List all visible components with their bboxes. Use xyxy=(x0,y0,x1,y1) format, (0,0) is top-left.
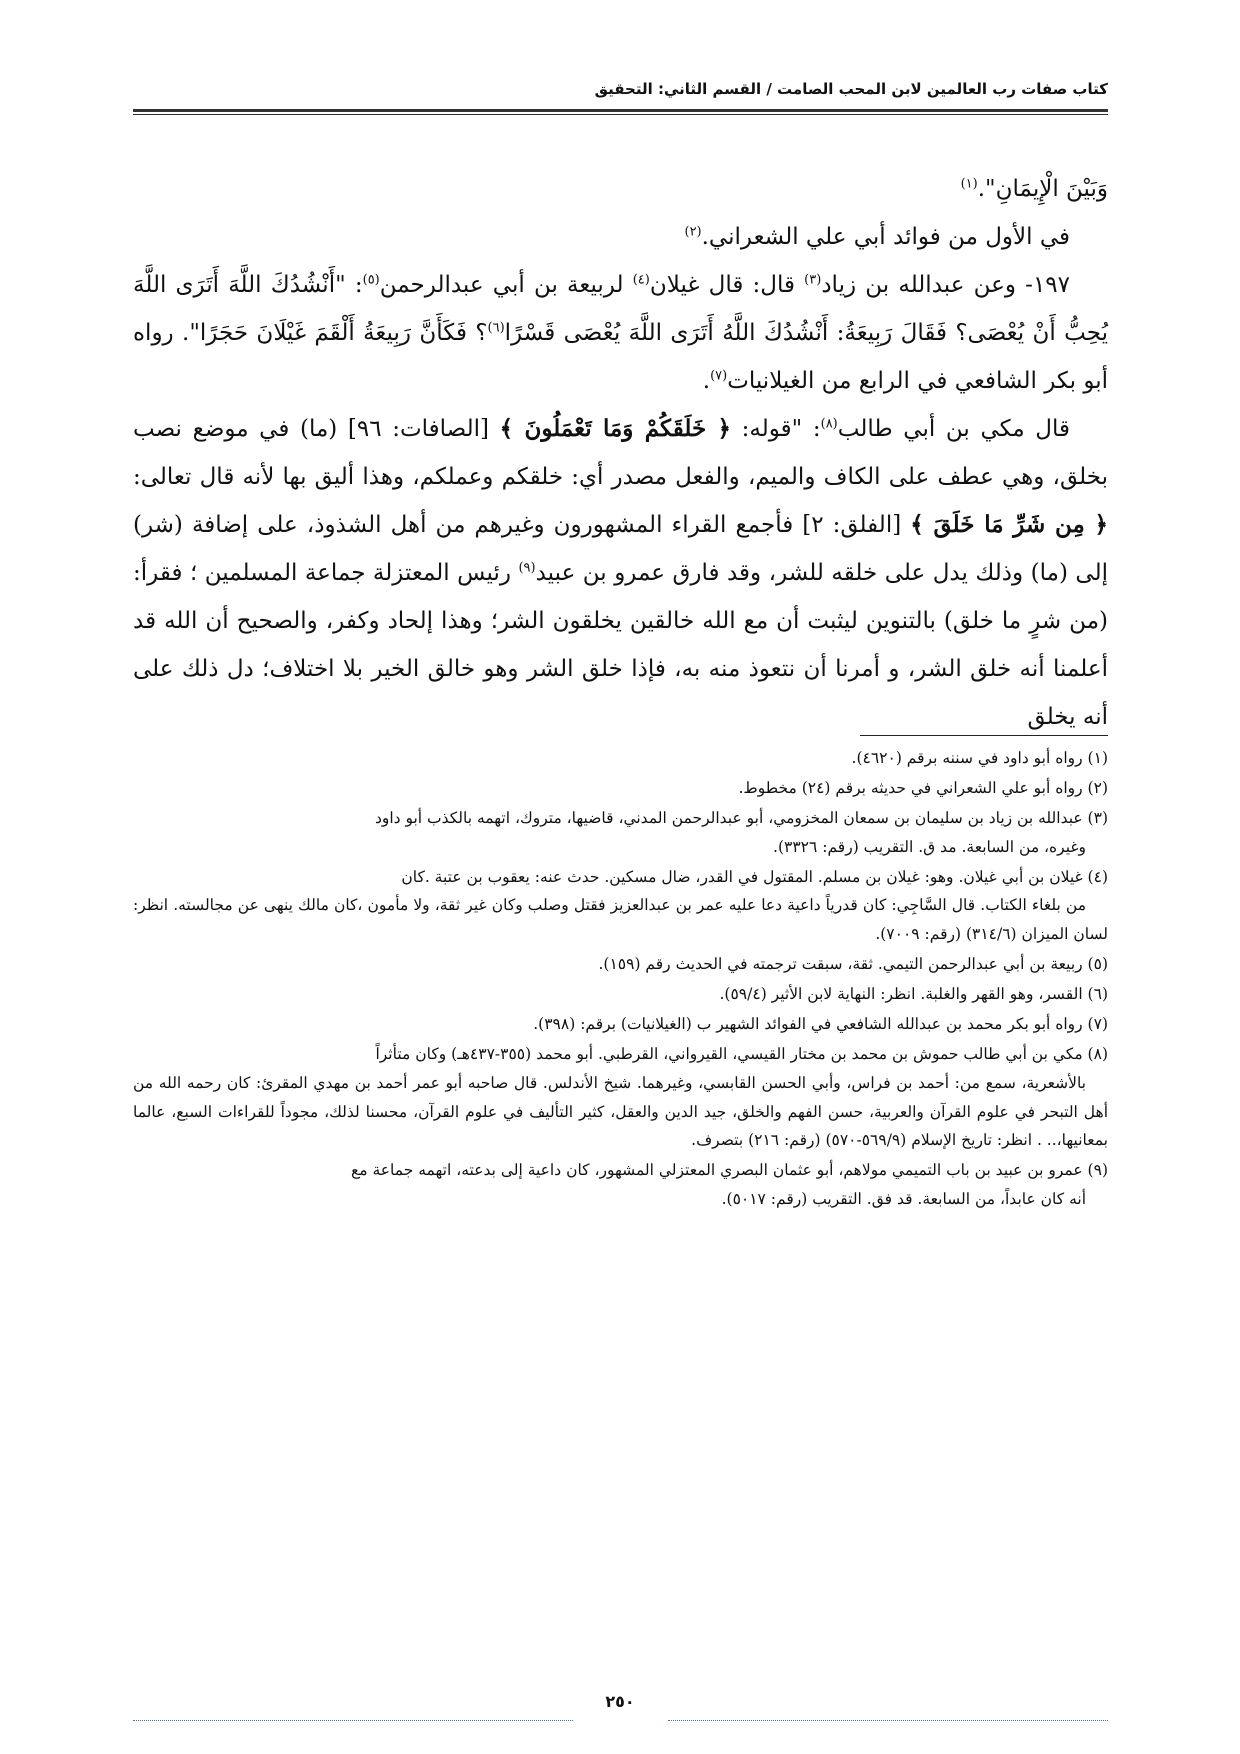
footer-rule-left xyxy=(133,1720,573,1721)
footnotes xyxy=(133,744,1108,1215)
footnote-ref[interactable]: (٢) xyxy=(684,224,702,240)
footnote-3: (٣) عبدالله بن زياد بن سليمان بن سمعان المخزومي، أبو عبدالرحمن المدني، قاضيها، متروك، اتهمه بالكذب أبو داود وغيره، من السابعة. مد ق. التقريب (رقم: ٣٣٢٦). xyxy=(374,809,1108,856)
footnote-ref[interactable]: (١) xyxy=(960,176,978,192)
running-header: كتاب صفات رب العالمين لابن المحب الصامت / القسم الثاني: التحقيق xyxy=(594,80,1108,98)
paragraph-197: ١٩٧- وعن عبدالله بن زياد$^{(٣)}$ قال: قال غيلان$^{(٤)}$ لربيعة بن أبي عبدالرحمن$^{(٥)}$: "أَنْشُدُكَ اللَّهَ أَتَرَى اللَّهَ يُحِبُّ أَنْ يُعْصَى؟ فَقَالَ رَبِيعَةُ: أَنْشُدُكَ اللَّهُ أَتَرَى اللَّهَ يُعْصَى قَسْرًا$^{(٦)}$؟ فَكَأَنَّ رَبِيعَةُ أَلْقَمَ غَيْلَانَ حَجَرًا". رواه أبو بكر الشافعي في الرابع من الغيلانيات$^{(٧)}$. xyxy=(133,272,1109,394)
paragraph-makki: قال مكي بن أبي طالب$^{(٨)}$: "قوله: ﴿ خَلَقَكُمْ وَمَا تَعْمَلُونَ ﴾ [الصافات: ٩٦] (ما) في موضع نصب بخلق، وهي عطف على الكاف والميم، والفعل مصدر أي: خلقكم وعملكم، وهذا أليق بها لأنه قال تعالى: ﴿ مِن شَرِّ مَا خَلَقَ ﴾ [الفلق: ٢] فأجمع القراء المشهورون وغيرهم من أهل الشذوذ، على إضافة (شر) إلى (ما) وذلك يدل على خلقه للشر، وقد فارق عمرو بن عبيد$^{(٩)}$ رئيس المعتزلة جماعة المسلمين ؛ فقرأ: (من شرٍ ما خلق) بالتنوين ليثبت أن مع الله خالقين يخلقون الشر؛ وهذا إلحاد وكفر، والصحيح أن الله قد أعلمنا أنه خلق الشر، و أمرنا أن نتعوذ منه به، فإذا خلق الشر وهو خالق الخير بلا اختلاف؛ دل ذلك على أنه يخلق xyxy=(133,415,1108,730)
quran-verse: ﴿ مِن شَرِّ مَا خَلَقَ ﴾ xyxy=(910,511,1108,538)
main-text xyxy=(133,165,1108,741)
paragraph-2: في الأول من فوائد أبي علي الشعراني.$^{(٢)}$ xyxy=(684,224,1070,250)
footnote-ref[interactable]: (٧) xyxy=(710,368,728,384)
footnote-5: (٥) ربيعة بن أبي عبدالرحمن التيمي. ثقة، سبقت ترجمته في الحديث رقم (١٥٩). xyxy=(598,955,1108,974)
header-rule xyxy=(133,109,1108,115)
footnote-9: (٩) عمرو بن عبيد بن باب التميمي مولاهم، أبو عثمان البصري المعتزلي المشهور، كان داعية إلى بدعته، اتهمه جماعة مع أنه كان عابداً، من السابعة. قد فق. التقريب (رقم: ٥٠١٧). xyxy=(351,1161,1108,1208)
footnote-8: (٨) مكي بن أبي طالب حموش بن محمد بن مختار القيسي، القيرواني، القرطبي. أبو محمد (٣٥٥-٤٣٧هـ) وكان متأثراً بالأشعرية، سمع من: أحمد بن فراس، وأبي الحسن القابسي، وغيرهما. شيخ الأندلس. قال صاحبه أبو عمر أحمد بن مهدي المقرئ: كان رحمه الله من أهل التبحر في علوم القرآن والعربية، حسن الفهم والخلق، جيد الدين والعقل، كثير التأليف في علوم القرآن، محسنا لذلك، مجوداً للقراءات السبع، عالما بمعانيها،.. . انظر: تاريخ الإسلام (٥٦٩/٩-٥٧٠) (رقم: ٢١٦) بتصرف. xyxy=(133,1045,1108,1150)
footnote-ref[interactable]: (٩) xyxy=(518,560,536,576)
footnote-ref[interactable]: (٨) xyxy=(820,416,838,432)
footnote-2: (٢) رواه أبو علي الشعراني في حديثه برقم (٢٤) مخطوط. xyxy=(738,779,1108,798)
footnote-ref[interactable]: (٤) xyxy=(632,272,650,288)
footnote-6: (٦) القسر، وهو القهر والغلبة. انظر: النهاية لابن الأثير (٥٩/٤). xyxy=(719,985,1108,1004)
footnote-ref[interactable]: (٥) xyxy=(362,272,380,288)
footer-rule-right xyxy=(668,1720,1108,1721)
footnote-ref[interactable]: (٦) xyxy=(487,320,505,336)
quran-verse: ﴿ خَلَقَكُمْ وَمَا تَعْمَلُونَ ﴾ xyxy=(499,415,732,442)
paragraph-1: وَبَيْنَ الْإِيمَانِ".$^{(١)}$ xyxy=(960,176,1108,202)
footnote-ref[interactable]: (٣) xyxy=(804,272,822,288)
footnote-7: (٧) رواه أبو بكر محمد بن عبدالله الشافعي في الفوائد الشهير ب (الغيلانيات) برقم: (٣٩٨). xyxy=(533,1015,1108,1034)
footnote-4: (٤) غيلان بن أبي غيلان. وهو: غيلان بن مسلم. المقتول في القدر، ضال مسكين. حدث عنه: يعقوب بن عتبة .كان من بلغاء الكتاب. قال السَّاجِي: كان قدرياً داعية دعا عليه عمر بن عبدالعزيز فقتل وصلب وكان غير ثقة، ولا مأمون ،كان مالك ينهى عن مجالسته. انظر: لسان الميزان (٣١٤/٦) (رقم: ٧٠٠٩). xyxy=(133,867,1108,944)
footnote-separator xyxy=(860,735,1108,736)
footnote-1: (١) رواه أبو داود في سننه برقم (٤٦٢٠). xyxy=(851,749,1108,767)
page-number: ٢٥٠ xyxy=(605,1692,635,1711)
